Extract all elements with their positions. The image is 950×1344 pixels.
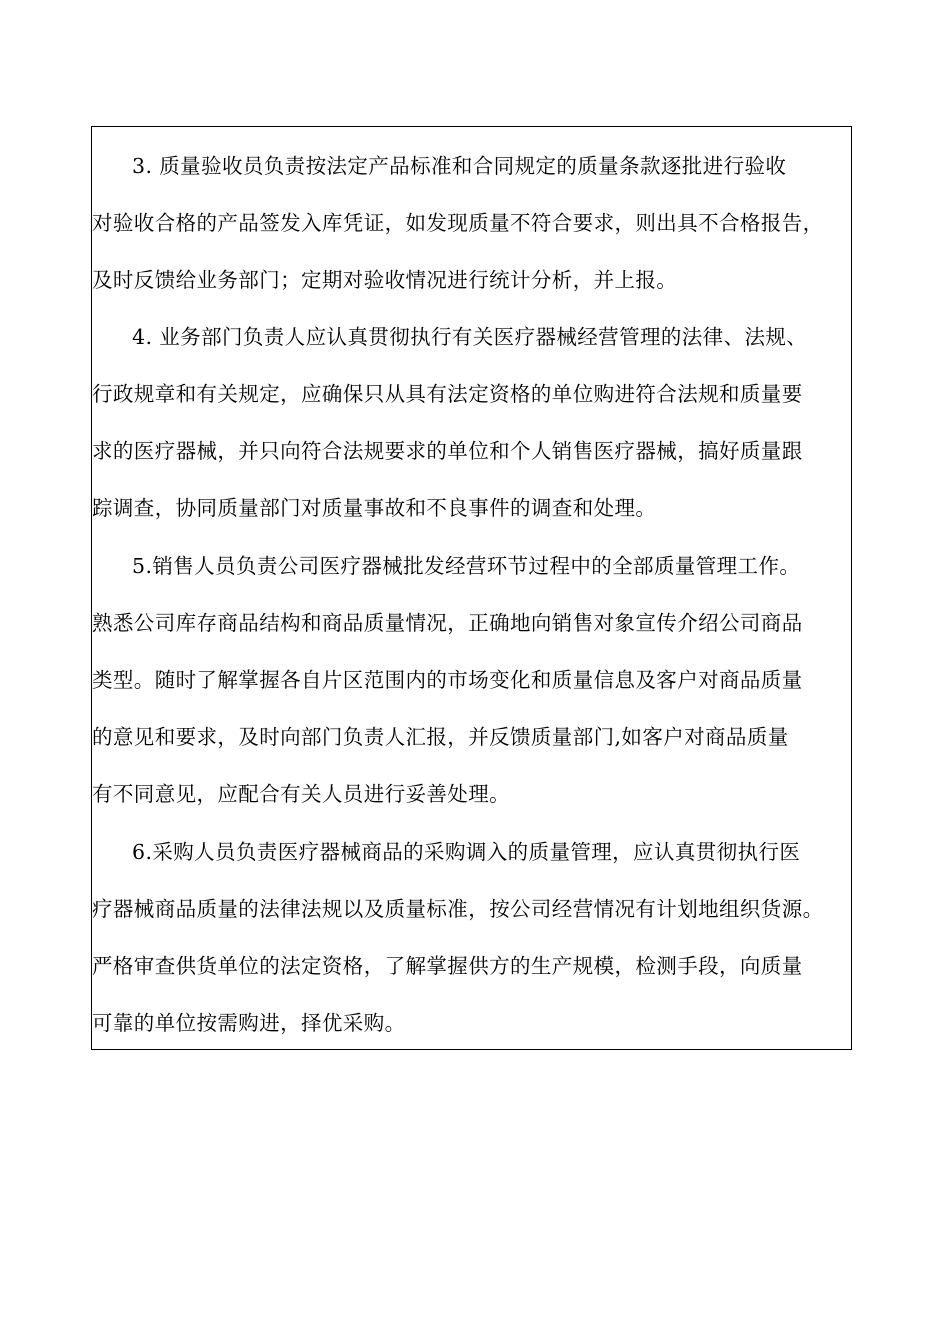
- paragraph-line: 6.采购人员负责医疗器械商品的采购调入的质量管理，应认真贯彻执行医: [132, 840, 801, 864]
- paragraph-line: 踪调查，协同质量部门对质量事故和不良事件的调查和处理。: [92, 496, 657, 520]
- paragraph-line: 可靠的单位按需购进，择优采购。: [92, 1011, 406, 1035]
- paragraph-line: 有不同意见，应配合有关人员进行妥善处理。: [92, 782, 510, 806]
- paragraph-line: 对验收合格的产品签发入库凭证，如发现质量不符合要求，则出具不合格报告，: [92, 211, 824, 235]
- paragraph-line: 熟悉公司库存商品结构和商品质量情况，正确地向销售对象宣传介绍公司商品: [92, 611, 803, 635]
- paragraph-line: 行政规章和有关规定，应确保只从具有法定资格的单位购进符合法规和质量要: [92, 382, 803, 406]
- paragraph-line: 4. 业务部门负责人应认真贯彻执行有关医疗器械经营管理的法律、法规、: [132, 325, 808, 349]
- paragraph-line: 及时反馈给业务部门；定期对验收情况进行统计分析，并上报。: [92, 268, 678, 292]
- paragraph-line: 严格审查供货单位的法定资格，了解掌握供方的生产规模，检测手段，向质量: [92, 954, 803, 978]
- paragraph-line: 疗器械商品质量的法律法规以及质量标准，按公司经营情况有计划地组织货源。: [92, 897, 824, 921]
- paragraph-line: 3. 质量验收员负责按法定产品标准和合同规定的质量条款逐批进行验收: [132, 154, 787, 178]
- paragraph-line: 求的医疗器械，并只向符合法规要求的单位和个人销售医疗器械，搞好质量跟: [92, 439, 803, 463]
- paragraph-line: 5.销售人员负责公司医疗器械批发经营环节过程中的全部质量管理工作。: [132, 554, 801, 578]
- paragraph-line: 类型。随时了解掌握各自片区范围内的市场变化和质量信息及客户对商品质量: [92, 668, 803, 692]
- paragraph-line: 的意见和要求，及时向部门负责人汇报，并反馈质量部门,如客户对商品质量: [92, 725, 789, 749]
